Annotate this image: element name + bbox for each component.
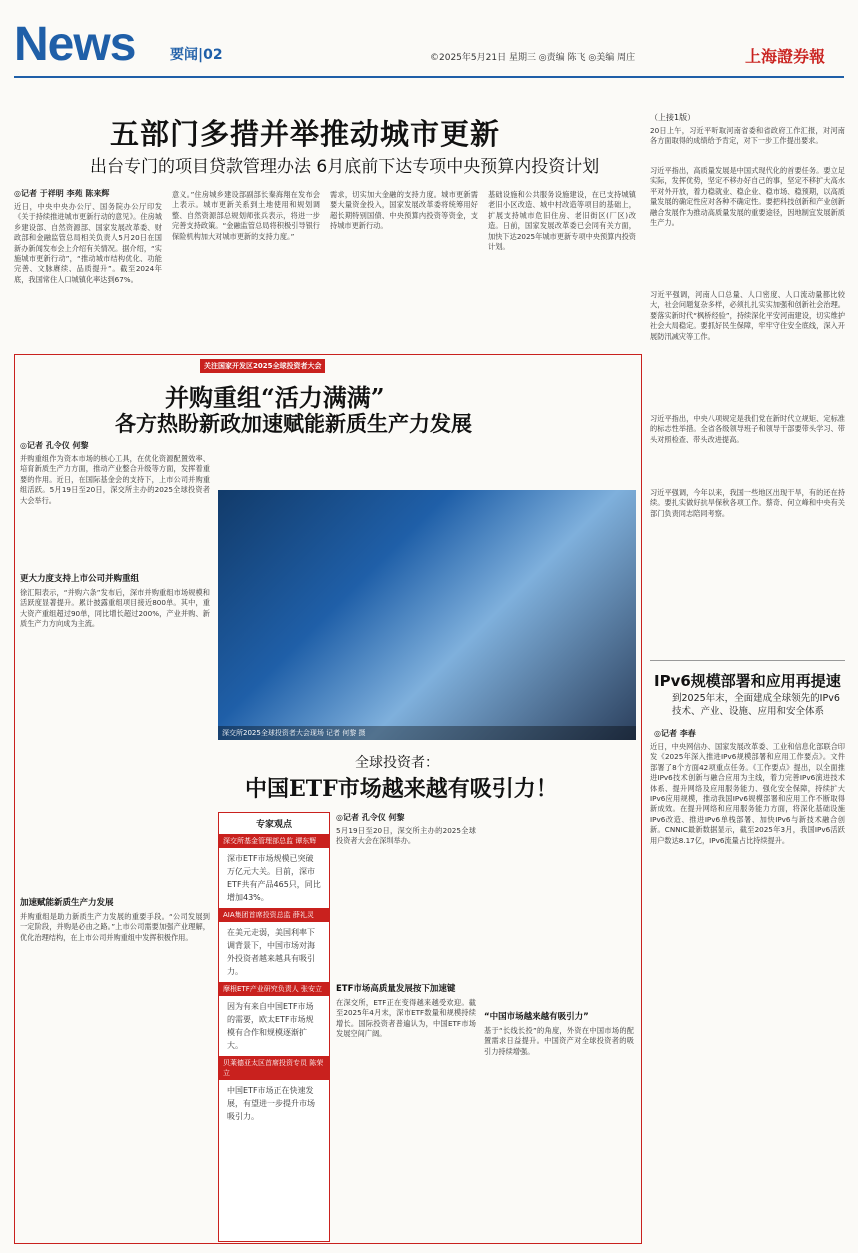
sidebar-box-text: 因为有来自中国ETF市场的需要，欧太ETF市场规模有合作和规模逐渐扩大。 (227, 1002, 314, 1050)
main-byline: ◎记者 于祥明 李苑 陈来辉 (14, 189, 110, 198)
feature-subhead: 各方热盼新政加速赋能新质生产力发展 (115, 411, 472, 436)
etf-text-1: 5月19日至20日，深交所主办的2025全球投资者大会在深圳举办。 (336, 826, 476, 846)
feature-text-3: 并购重组是助力新质生产力发展的重要手段。“公司发展到一定阶段，并购是必由之路。”上市公司需要加强产业理解，优化治理结构，在上市公司并购重组中发挥积极作用。 (20, 912, 210, 942)
ipv6-divider (650, 660, 845, 661)
main-col-1: 近日，中央中央办公厅、国务院办公厅印发《关于持续推进城市更新行动的意见》。住房城乡建设部、自然资源部、国家发展改革委、财政部和金融监管总局相关负责人5月20日在国新办新闻发布会上介绍有关情况。据介绍，“实施城市更新行动”，“推动城市结构优化、功能完善、文脉赓续、品质提升”。截至2024年底，我国常住人口城镇化率达到67%。 (14, 202, 162, 284)
sidebar-box-head: 深交所基金管理部总监 谭东辉 (219, 834, 329, 848)
continued-marker: （上接1版） (650, 113, 696, 122)
sidebar-box-head: AIA集团首席投资总监 薛礼灵 (219, 908, 329, 922)
etf-kicker: 全球投资者： (355, 755, 439, 771)
sidebar-box-head: 贝莱德亚太区首席投资专员 陈荣立 (219, 1056, 329, 1080)
ipv6-byline: ◎记者 李春 (654, 729, 696, 738)
ipv6-body: 近日，中央网信办、国家发展改革委、工业和信息化部联合印发《2025年深入推进IPv6规模部署和应用工作要点》。文件部署了8个方面42项重点任务。《工作要点》提出，以全面推进IPv6技术创新与融合应用为主线，着力完善IPv6演进技术体系、提升网络及应用服务能力、强化安全保障，持续扩大IPv6应用规模，推动我国IPv6规模部署和应用工作不断取得新成效。在提升网络和应用服务能力方面，将深化基础设施IPv6改造、推进IPv6单栈部署、加快IPv6与新技术融合创新。CNNIC最新数据显示，截至2025年3月，我国IPv6活跃用户数达8.17亿，IPv6流量占比持续提升。 (650, 742, 845, 845)
feature-byline: ◎记者 孔令仪 何黎 (20, 441, 89, 450)
right-text-1: 20日上午，习近平听取河南省委和省政府工作汇报，对河南各方面取得的成绩给予肯定，对下一步工作提出要求。 (650, 126, 845, 146)
conference-photo (218, 490, 636, 740)
sidebar-title: 专家观点 (255, 820, 292, 830)
photo-caption: 深交所2025全球投资者大会现场 记者 何黎 摄 (218, 726, 636, 740)
right-text-5: 习近平强调，今年以来，我国一些地区出现干旱，有的还在持续。要扎实做好抗旱保秋各项工作。蔡奇、何立峰和中央有关部门负责同志陪同考察。 (650, 488, 845, 518)
etf-text-2: 在深交所，ETF正在变得越来越受欢迎。截至2025年4月末，深市ETF数量和规模持续增长。国际投资者普遍认为，中国ETF市场发展空间广阔。 (336, 998, 476, 1039)
etf-headline: 中国ETF市场越来越有吸引力！ (245, 776, 558, 802)
etf-text-3: 基于“长线长投”的角度，外资在中国市场的配置需求日益提升。中国资产对全球投资者的吸引力持续增强。 (484, 1026, 634, 1056)
section-label: 要闻|02 (170, 47, 223, 63)
dateline: ©2025年5月21日 星期三 ◎责编 陈飞 ◎美编 周庄 (430, 53, 636, 63)
masthead-divider (14, 76, 844, 78)
etf-byline: ◎记者 孔令仪 何黎 (336, 813, 405, 822)
main-headline: 五部门多措并举推动城市更新 (110, 117, 501, 151)
sidebar-box-text: 深市ETF市场规模已突破万亿元大关。目前，深市ETF共有产品465只，同比增加43%。 (227, 854, 321, 902)
right-text-4: 习近平指出，中央八项规定是我们党在新时代立规矩、定标准的标志性举措。全省各级领导班子和领导干部要带头学习、带头对照检查、带头改进提高。 (650, 414, 845, 444)
ipv6-headline: IPv6规模部署和应用再提速 (654, 672, 841, 690)
sidebar-box-text: 中国ETF市场正在快速发展，有望进一步提升市场吸引力。 (227, 1086, 315, 1121)
newspaper-logo: 上海證券報 (745, 47, 826, 66)
main-col-3: 需求，切实加大金融的支持力度。城市更新需要大量资金投入，国家发展改革委将统筹用好超长期特别国债、中央预算内投资等资金，支持城市更新行动。 (330, 190, 478, 231)
main-col-2: 意义。”住房城乡建设部副部长秦海翔在发布会上表示。城市更新关系到土地使用和规划调整、自然资源部总规划师张兵表示，将进一步完善支持政策。“金融监管总局将积极引导银行保险机构加大对城市更新的支持力度。” (172, 190, 320, 241)
sidebar-box (219, 834, 329, 908)
feature-banner: 关注国家开发区2025全球投资者大会 (200, 359, 325, 373)
sidebar-box (219, 1056, 329, 1127)
sidebar-box-text: 在美元走弱，美国利率下调背景下，中国市场对海外投资者越来越具有吸引力。 (227, 928, 315, 976)
sidebar-box (219, 982, 329, 1056)
expert-sidebar (218, 812, 330, 1242)
right-text-3: 习近平强调，河南人口总量、人口密度、人口流动量都比较大，社会问题复杂多样，必须扎扎实实加强和创新社会治理。要落实新时代“枫桥经验”，持续深化平安河南建设，切实维护社会大局稳定。要抓好民生保障，牢牢守住安全底线，深入开展防汛减灾等工作。 (650, 290, 845, 341)
etf-subtitle-1: ETF市场高质量发展按下加速键 (336, 984, 456, 994)
masthead-brand: News (14, 18, 136, 71)
etf-subtitle-2: “中国市场越来越有吸引力” (484, 1012, 589, 1022)
main-subhead: 出台专门的项目贷款管理办法 6月底前下达专项中央预算内投资计划 (90, 157, 600, 177)
feature-subtitle-2: 加速赋能新质生产力发展 (20, 898, 114, 908)
right-text-2: 习近平指出，高质量发展是中国式现代化的首要任务。要立足实际，发挥优势，坚定不移办好自己的事，坚定不移扩大高水平对外开放，着力稳就业、稳企业、稳市场、稳预期，以高质量发展的确定性应对各种不确定性。要把科技创新和产业创新融合发展作为推动高质量发展的重要途径，因地制宜发展新质生产力。 (650, 166, 845, 228)
feature-headline: 并购重组“活力满满” (165, 383, 385, 412)
main-col-4: 基础设施和公共服务设施建设，在已支持城镇老旧小区改造、城中村改造等项目的基础上，扩展支持城市危旧住房、老旧街区(厂区)改造。日前，国家发展改革委已会同有关方面，加快下达2025年城市更新专项中央预算内投资计划。 (488, 190, 636, 252)
sidebar-box-head: 摩根ETF产业研究负责人 张安立 (219, 982, 329, 996)
feature-text-1: 并购重组作为资本市场的核心工具，在优化资源配置效率、培育新质生产力方面，推动产业整合升级等方面，发挥着重要的作用。近日，在国际基金会的支持下，上市公司并购重组活跃。5月19日至20日，深交所主办的2025全球投资者大会举行。 (20, 454, 210, 505)
feature-subtitle-1: 更大力度支持上市公司并购重组 (20, 574, 140, 584)
feature-text-2: 徐汇阳表示，“并购六条”发布后，深市并购重组市场规模和活跃度显著提升。累计披露重组项目接近800单。其中，重大资产重组超过90单，同比增长超过200%，产业并购、新质生产力方向成为主流。 (20, 588, 210, 629)
ipv6-subhead: 到2025年末，全面建成全球领先的IPv6技术、产业、设施、应用和安全体系 (672, 693, 840, 717)
sidebar-box (219, 908, 329, 982)
